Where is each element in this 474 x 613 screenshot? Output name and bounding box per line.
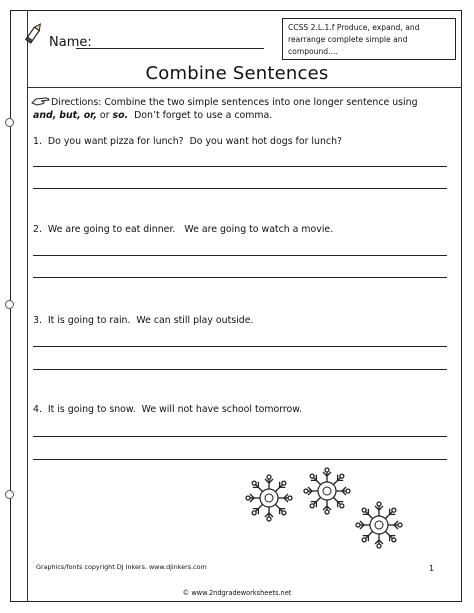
question-2: 2. We are going to eat dinner. We are going to watch a movie.: [33, 224, 334, 235]
conjunction-so: so.: [112, 110, 129, 121]
snowflake-decorations: [236, 455, 404, 555]
website-footer: © www.2ndgradeworksheets.net: [182, 589, 292, 597]
snowflake-icon: [246, 475, 292, 521]
answer-line[interactable]: [33, 436, 447, 437]
title-rule: [27, 87, 462, 88]
answer-line[interactable]: [33, 255, 447, 256]
conjunction-but: but,: [59, 110, 81, 121]
name-label: Name:: [49, 35, 92, 50]
answer-line[interactable]: [33, 369, 447, 370]
snowflake-icon: [304, 468, 350, 514]
answer-line[interactable]: [33, 188, 447, 189]
conjunction-and: and,: [33, 110, 57, 121]
name-field[interactable]: [76, 48, 264, 49]
conjunction-connector: or: [99, 110, 110, 121]
snowflake-icon: [356, 502, 402, 548]
directions-reminder: Don’t forget to use a comma.: [134, 110, 273, 121]
question-3: 3. It is going to rain. We can still play outside.: [33, 315, 254, 326]
punch-hole: [5, 118, 14, 127]
directions: [33, 96, 458, 122]
standard-line: rearrange complete simple and compound....: [288, 35, 408, 56]
answer-line[interactable]: [33, 277, 447, 278]
answer-line[interactable]: [33, 166, 447, 167]
directions-text: Directions: Combine the two simple sentences into one longer sentence using: [51, 97, 418, 108]
standard-box: [282, 18, 456, 60]
page-number: 1: [429, 564, 435, 573]
margin-rule: [27, 10, 28, 602]
punch-hole: [5, 490, 14, 499]
punch-hole: [5, 300, 14, 309]
conjunction-or: or,: [83, 110, 97, 121]
copyright-credit: Graphics/fonts copyright DJ Inkers. www.djinkers.com: [36, 563, 207, 571]
question-4: 4. It is going to snow. We will not have school tomorrow.: [33, 404, 303, 415]
answer-line[interactable]: [33, 346, 447, 347]
page-title: Combine Sentences: [145, 63, 329, 84]
pencil-icon: [21, 20, 47, 46]
standard-line: CCSS 2.L.1.f Produce, expand, and: [288, 23, 420, 32]
question-1: 1. Do you want pizza for lunch? Do you want hot dogs for lunch?: [33, 136, 342, 147]
